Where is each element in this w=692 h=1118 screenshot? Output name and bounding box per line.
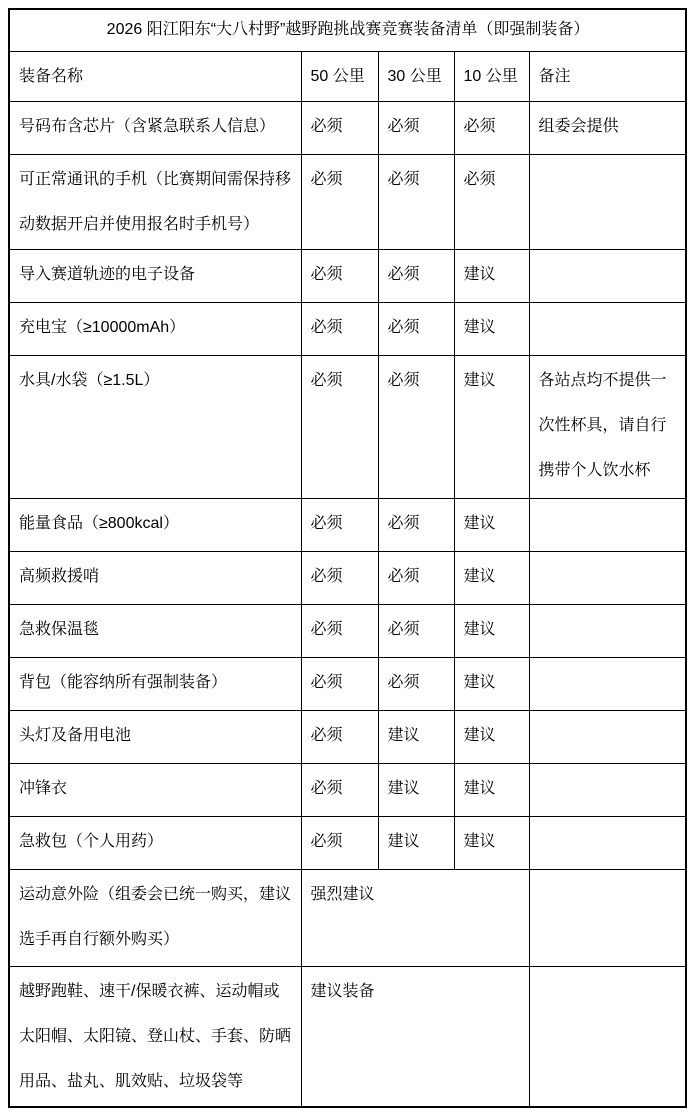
table-row xyxy=(9,763,686,816)
cell-remark: 组委会提供 xyxy=(529,101,686,154)
header-10km: 10 公里 xyxy=(454,51,529,101)
cell-30km: 建议 xyxy=(378,763,454,816)
cell-30km: 建议 xyxy=(378,710,454,763)
table-row xyxy=(9,498,686,551)
table-row xyxy=(9,966,686,1107)
header-50km: 50 公里 xyxy=(301,51,378,101)
table-row xyxy=(9,710,686,763)
cell-equipment-name: 高频救援哨 xyxy=(9,551,301,604)
table-row xyxy=(9,355,686,498)
table-title: 2026 阳江阳东“大八村野”越野跑挑战赛竞赛装备清单（即强制装备） xyxy=(9,9,686,51)
cell-equipment-name: 头灯及备用电池 xyxy=(9,710,301,763)
cell-50km: 必须 xyxy=(301,657,378,710)
cell-remark xyxy=(529,302,686,355)
cell-remark xyxy=(529,657,686,710)
cell-30km: 必须 xyxy=(378,498,454,551)
header-remark: 备注 xyxy=(529,51,686,101)
cell-50km: 必须 xyxy=(301,154,378,249)
cell-10km: 建议 xyxy=(454,355,529,498)
cell-50km: 必须 xyxy=(301,816,378,869)
cell-equipment-name: 冲锋衣 xyxy=(9,763,301,816)
cell-50km: 必须 xyxy=(301,498,378,551)
cell-remark xyxy=(529,966,686,1107)
cell-10km: 必须 xyxy=(454,154,529,249)
cell-equipment-name: 水具/水袋（≥1.5L） xyxy=(9,355,301,498)
cell-30km: 必须 xyxy=(378,355,454,498)
table-row xyxy=(9,869,686,966)
cell-50km: 必须 xyxy=(301,302,378,355)
cell-50km: 必须 xyxy=(301,355,378,498)
cell-50km: 必须 xyxy=(301,249,378,302)
equipment-checklist-table xyxy=(8,8,687,1108)
cell-remark xyxy=(529,154,686,249)
header-equipment-name: 装备名称 xyxy=(9,51,301,101)
cell-30km: 必须 xyxy=(378,551,454,604)
cell-equipment-name: 背包（能容纳所有强制装备） xyxy=(9,657,301,710)
cell-50km: 必须 xyxy=(301,710,378,763)
title-row xyxy=(9,9,686,51)
cell-10km: 建议 xyxy=(454,498,529,551)
table-row xyxy=(9,154,686,249)
cell-10km: 建议 xyxy=(454,302,529,355)
cell-merged-recommendation: 强烈建议 xyxy=(301,869,529,966)
cell-10km: 必须 xyxy=(454,101,529,154)
cell-10km: 建议 xyxy=(454,657,529,710)
cell-equipment-name: 能量食品（≥800kcal） xyxy=(9,498,301,551)
cell-remark xyxy=(529,551,686,604)
cell-remark xyxy=(529,816,686,869)
cell-equipment-name: 越野跑鞋、速干/保暖衣裤、运动帽或太阳帽、太阳镜、登山杖、手套、防晒用品、盐丸、肌效贴、垃圾袋等 xyxy=(9,966,301,1107)
cell-10km: 建议 xyxy=(454,551,529,604)
cell-30km: 必须 xyxy=(378,657,454,710)
table-row xyxy=(9,249,686,302)
cell-30km: 必须 xyxy=(378,604,454,657)
cell-equipment-name: 急救保温毯 xyxy=(9,604,301,657)
cell-30km: 必须 xyxy=(378,154,454,249)
cell-30km: 建议 xyxy=(378,816,454,869)
cell-50km: 必须 xyxy=(301,763,378,816)
table-row xyxy=(9,604,686,657)
cell-10km: 建议 xyxy=(454,763,529,816)
table-row xyxy=(9,302,686,355)
table-row xyxy=(9,816,686,869)
cell-equipment-name: 可正常通讯的手机（比赛期间需保持移动数据开启并使用报名时手机号） xyxy=(9,154,301,249)
cell-remark: 各站点均不提供一次性杯具，请自行携带个人饮水杯 xyxy=(529,355,686,498)
cell-remark xyxy=(529,604,686,657)
cell-50km: 必须 xyxy=(301,101,378,154)
cell-equipment-name: 导入赛道轨迹的电子设备 xyxy=(9,249,301,302)
cell-remark xyxy=(529,869,686,966)
cell-10km: 建议 xyxy=(454,710,529,763)
cell-equipment-name: 运动意外险（组委会已统一购买，建议选手再自行额外购买） xyxy=(9,869,301,966)
cell-10km: 建议 xyxy=(454,604,529,657)
cell-30km: 必须 xyxy=(378,101,454,154)
cell-equipment-name: 号码布含芯片（含紧急联系人信息） xyxy=(9,101,301,154)
cell-merged-recommendation: 建议装备 xyxy=(301,966,529,1107)
table-row xyxy=(9,551,686,604)
cell-remark xyxy=(529,763,686,816)
cell-30km: 必须 xyxy=(378,249,454,302)
cell-remark xyxy=(529,249,686,302)
cell-remark xyxy=(529,498,686,551)
table-row xyxy=(9,657,686,710)
cell-remark xyxy=(529,710,686,763)
cell-30km: 必须 xyxy=(378,302,454,355)
table-row xyxy=(9,101,686,154)
cell-10km: 建议 xyxy=(454,249,529,302)
cell-10km: 建议 xyxy=(454,816,529,869)
cell-equipment-name: 充电宝（≥10000mAh） xyxy=(9,302,301,355)
cell-50km: 必须 xyxy=(301,604,378,657)
cell-50km: 必须 xyxy=(301,551,378,604)
cell-equipment-name: 急救包（个人用药） xyxy=(9,816,301,869)
header-row xyxy=(9,51,686,101)
header-30km: 30 公里 xyxy=(378,51,454,101)
